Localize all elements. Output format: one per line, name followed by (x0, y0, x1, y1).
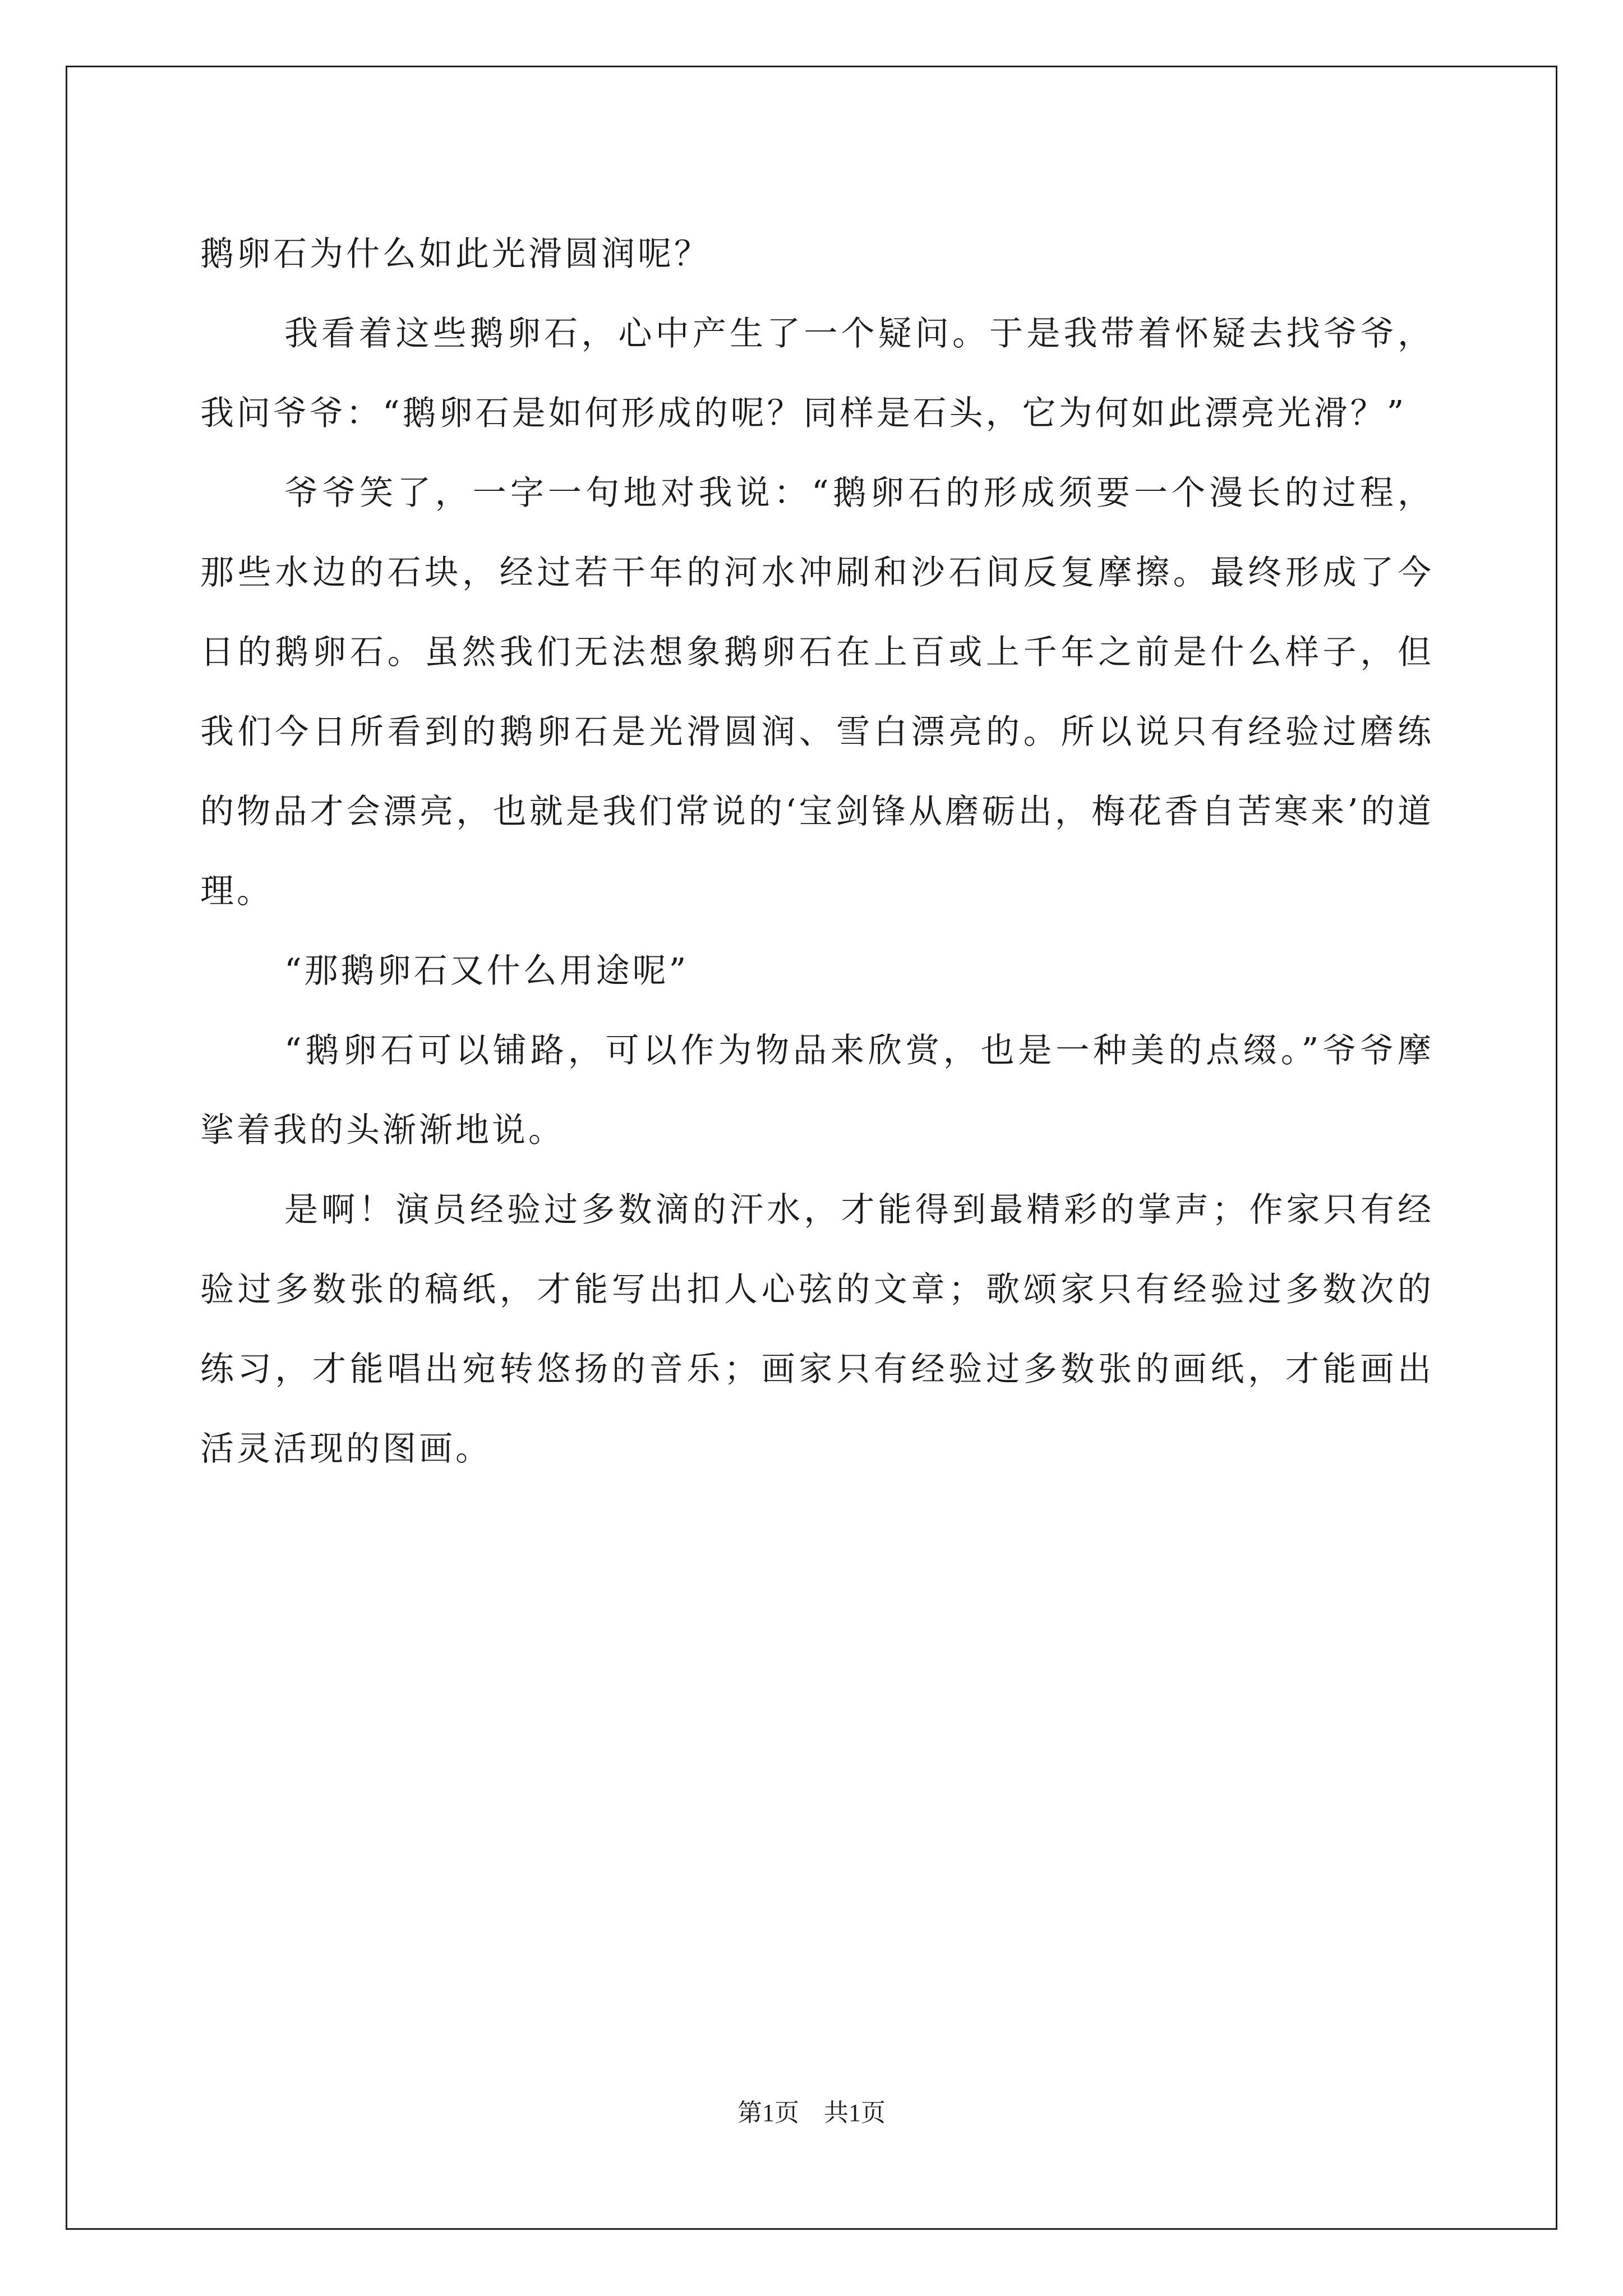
paragraph-4: “那鹅卵石又什么用途呢” (284, 951, 689, 991)
page-number-total: 共1页 (824, 2099, 886, 2127)
paragraph-2: 我看着这些鹅卵石，心中产生了一个疑问。于是我带着怀疑去找爷爷，我问爷爷：“鹅卵石是如何形成的呢？同样是石头，它为何如此漂亮光滑？” (200, 314, 1434, 433)
page-footer (0, 2092, 1623, 2128)
paragraph-6: 是啊！演员经验过多数滴的汗水，才能得到最精彩的掌声；作家只有经验过多数张的稿纸，才能写出扣人心弦的文章；歌颂家只有经验过多数次的练习，才能唱出宛转悠扬的音乐；画家只有经验过多数张的画纸，才能画出活灵活现的图画。 (200, 1190, 1434, 1469)
page-number-current: 第1页 (737, 2099, 799, 2127)
paragraph-3: 爷爷笑了，一字一句地对我说：“鹅卵石的形成须要一个漫长的过程，那些水边的石块，经过若干年的河水冲刷和沙石间反复摩擦。最终形成了今日的鹅卵石。虽然我们无法想象鹅卵石在上百或上千年之前是什么样子，但我们今日所看到的鹅卵石是光滑圆润、雪白漂亮的。所以说只有经验过磨练的物品才会漂亮，也就是我们常说的‘宝剑锋从磨砺出，梅花香自苦寒来’的道理。 (200, 473, 1434, 911)
paragraph-5: “鹅卵石可以铺路，可以作为物品来欣赏，也是一种美的点缀。”爷爷摩挲着我的头渐渐地说。 (200, 1031, 1434, 1150)
document-body (200, 214, 1434, 1489)
paragraph-1: 鹅卵石为什么如此光滑圆润呢？ (200, 234, 711, 274)
